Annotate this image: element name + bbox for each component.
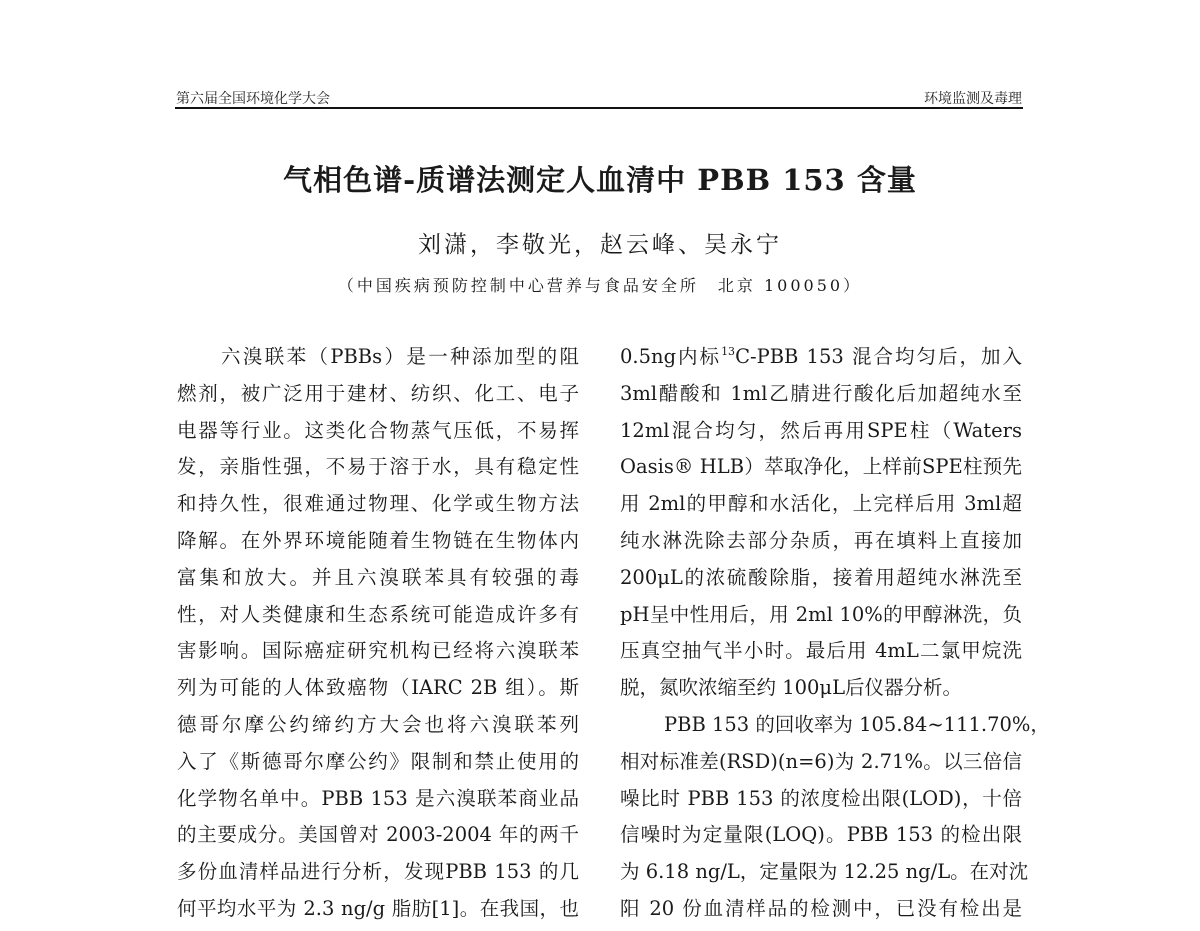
- text-line: 200μL的浓硫酸除脂，接着用超纯水淋洗至: [620, 565, 1022, 589]
- text-line: 的主要成分。美国曾对 2003-2004 年的两千: [177, 823, 579, 847]
- running-header-section: 环境监测及毒理: [924, 91, 1022, 107]
- text-fragment: C-PBB 153 混合均匀后，加入: [735, 345, 1022, 368]
- text-line: 3ml醋酸和 1ml乙腈进行酸化后加超纯水至: [620, 381, 1022, 405]
- right-column: [620, 342, 1050, 931]
- text-line: 富集和放大。并且六溴联苯具有较强的毒: [177, 565, 579, 589]
- text-fragment: 0.5ng内标: [620, 345, 722, 368]
- paper-title: 气相色谱-质谱法测定人血清中 PBB 153 含量: [283, 163, 917, 197]
- left-column: [177, 342, 579, 931]
- text-line: 多份血清样品进行分析，发现PBB 153 的几: [177, 860, 579, 884]
- text-line: 信噪时为定量限(LOQ)。PBB 153 的检出限: [620, 823, 1022, 847]
- text-line: [620, 342, 1022, 379]
- text-line: 电器等行业。这类化合物蒸气压低，不易挥: [177, 418, 579, 442]
- affiliation: （中国疾病预防控制中心营养与食品安全所 北京 100050）: [337, 276, 863, 295]
- superscript: 13: [721, 345, 736, 358]
- text-line: 为 6.18 ng/L，定量限为 12.25 ng/L。在对沈: [620, 860, 1029, 884]
- text-line: 阳 20 份血清样品的检测中，已没有检出是: [620, 896, 1022, 920]
- text-line: PBB 153 的回收率为 105.84~111.70%，: [664, 712, 1050, 736]
- text-line: 和持久性，很难通过物理、化学或生物方法: [177, 492, 579, 516]
- text-line: 12ml混合均匀，然后再用SPE柱（Waters: [620, 418, 1022, 442]
- text-line: 何平均水平为 2.3 ng/g 脂肪[1]。在我国，也: [177, 896, 579, 920]
- header-rule: [175, 107, 1023, 109]
- text-line: 用 2ml的甲醇和水活化，上完样后用 3ml超: [620, 492, 1022, 516]
- text-line: 燃剂，被广泛用于建材、纺织、化工、电子: [177, 381, 579, 405]
- text-line: 德哥尔摩公约缔约方大会也将六溴联苯列: [177, 712, 579, 736]
- text-line: 相对标准差(RSD)(n=6)为 2.71%。以三倍信: [620, 749, 1022, 773]
- text-line: 化学物名单中。PBB 153 是六溴联苯商业品: [177, 786, 579, 810]
- text-line: 六溴联苯（PBBs）是一种添加型的阻: [221, 345, 579, 368]
- text-line: 害影响。国际癌症研究机构已经将六溴联苯: [177, 639, 579, 663]
- text-line: 入了《斯德哥尔摩公约》限制和禁止使用的: [177, 749, 579, 773]
- running-header-conference: 第六届全国环境化学大会: [176, 91, 330, 107]
- text-line: 列为可能的人体致癌物（IARC 2B 组）。斯: [177, 676, 579, 700]
- authors: 刘潇，李敬光，赵云峰、吴永宁: [418, 232, 782, 258]
- text-line: 纯水淋洗除去部分杂质，再在填料上直接加: [620, 528, 1022, 552]
- text-line: Oasis® HLB）萃取净化，上样前SPE柱预先: [620, 455, 1022, 479]
- text-line: 降解。在外界环境能随着生物链在生物体内: [177, 528, 579, 552]
- text-line: pH呈中性用后，用 2ml 10%的甲醇淋洗，负: [620, 602, 1022, 626]
- text-line: 脱，氮吹浓缩至约 100μL后仪器分析。: [620, 676, 963, 700]
- text-line: 噪比时 PBB 153 的浓度检出限(LOD)，十倍: [620, 786, 1022, 810]
- text-line: 压真空抽气半小时。最后用 4mL二氯甲烷洗: [620, 639, 1022, 663]
- text-line: 发，亲脂性强，不易于溶于水，具有稳定性: [177, 455, 579, 479]
- text-line: 性，对人类健康和生态系统可能造成许多有: [177, 602, 579, 626]
